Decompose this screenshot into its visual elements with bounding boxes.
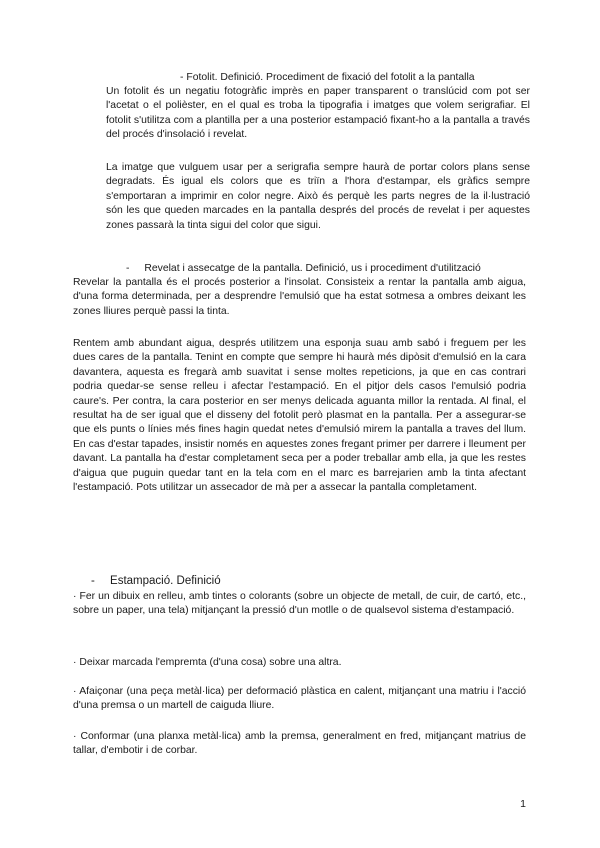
page-number: 1 <box>520 798 526 810</box>
definition-item-4: · Conformar (una planxa metàl·lica) amb la premsa, generalment en fred, mitjançant matrius de tallar, d'embotir i de corbar. <box>73 731 526 757</box>
definition-item-1: · Fer un dibuix en relleu, amb tintes o colorants (sobre un objecte de metall, de cuir, de cartó, etc., sobre un paper, una tela) mitjançant la pressió d'un motlle o de qualsevol sistema d'estampació. <box>73 591 526 617</box>
section-heading-fotolit: - Fotolit. Definició. Procediment de fixació del fotolit a la pantalla <box>180 72 475 83</box>
section-heading-estampacio <box>91 574 221 588</box>
list-dash: - <box>126 263 130 274</box>
section-heading-estampacio-text: Estampació. Definició <box>110 575 221 587</box>
paragraph-revelat-procedure: Rentem amb abundant aigua, després utilitzem una esponja suau amb sabó i freguem per les dues cares de la pantalla. Tenint en compte que sempre hi haurà més dipòsit d'emulsió en la cara davantera, aquesta es fregarà amb suavitat i sense moltes repeticions, ja que en cas contrari podria quedar-se sense relleu i afectar l'estampació. En el pitjor dels casos l'emulsió podria caure's. Per contra, la cara posterior en ser menys delicada aguanta millor la rentada. Al final, el resultat ha de ser igual que el disseny del fotolit però plasmat en la pantalla. Per a assegurar-se que els punts o línies més fines hagin quedat netes d'emulsió mirem la pantalla a traves del llum. En cas d'estar tapades, insistir només en aquestes zones fregant primer per darrere i lleument per davant. La pantalla ha d'estar completament seca per a poder treballar amb ella, ja que les restes d'aigua que puguin quedar tant en la tela com en el marc es barrejarien amb la tinta afectant l'estampació. Pots utilitzar un assecador de mà per a assecar la pantalla completament. <box>73 338 526 494</box>
paragraph-revelat-definition: Revelar la pantalla és el procés posterior a l'insolat. Consisteix a rentar la pantalla amb aigua, d'una forma determinada, per a desprendre l'emulsió que ha estat sotmesa a ombres deixant les zones lliures perquè passi la tinta. <box>73 277 526 317</box>
list-dash: - <box>91 575 95 587</box>
paragraph-fotolit-definition: Un fotolit és un negatiu fotogràfic imprès en paper transparent o translúcid com pot ser l'acetat o el polièster, en el qual es troba la tipografia i imatges que volem serigrafiar. El fotolit s'utilitza com a plantilla per a una posterior estampació fixant-ho a la pantalla a través del procés d'insolació i revelat. <box>106 86 530 141</box>
section-heading-revelat <box>126 262 481 276</box>
definition-item-3: · Afaiçonar (una peça metàl·lica) per deformació plàstica en calent, mitjançant una matriu i l'acció d'una premsa o un martell de caiguda lliure. <box>73 686 526 712</box>
definition-item-2: · Deixar marcada l'empremta (d'una cosa) sobre una altra. <box>73 657 342 668</box>
paragraph-fotolit-colors: La imatge que vulguem usar per a serigrafia sempre haurà de portar colors plans sense degradats. És igual els colors que es triïn a l'hora d'estampar, els gràfics sempre s'emportaran a imprimir en color negre. Això és perquè les parts negres de la il·lustració són les que queden marcades en la pantalla després del procés de revelat i per aquestes zones passarà la tinta sigui del color que sigui. <box>106 162 530 231</box>
section-heading-revelat-text: Revelat i assecatge de la pantalla. Definició, us i procediment d'utilització <box>144 263 481 274</box>
